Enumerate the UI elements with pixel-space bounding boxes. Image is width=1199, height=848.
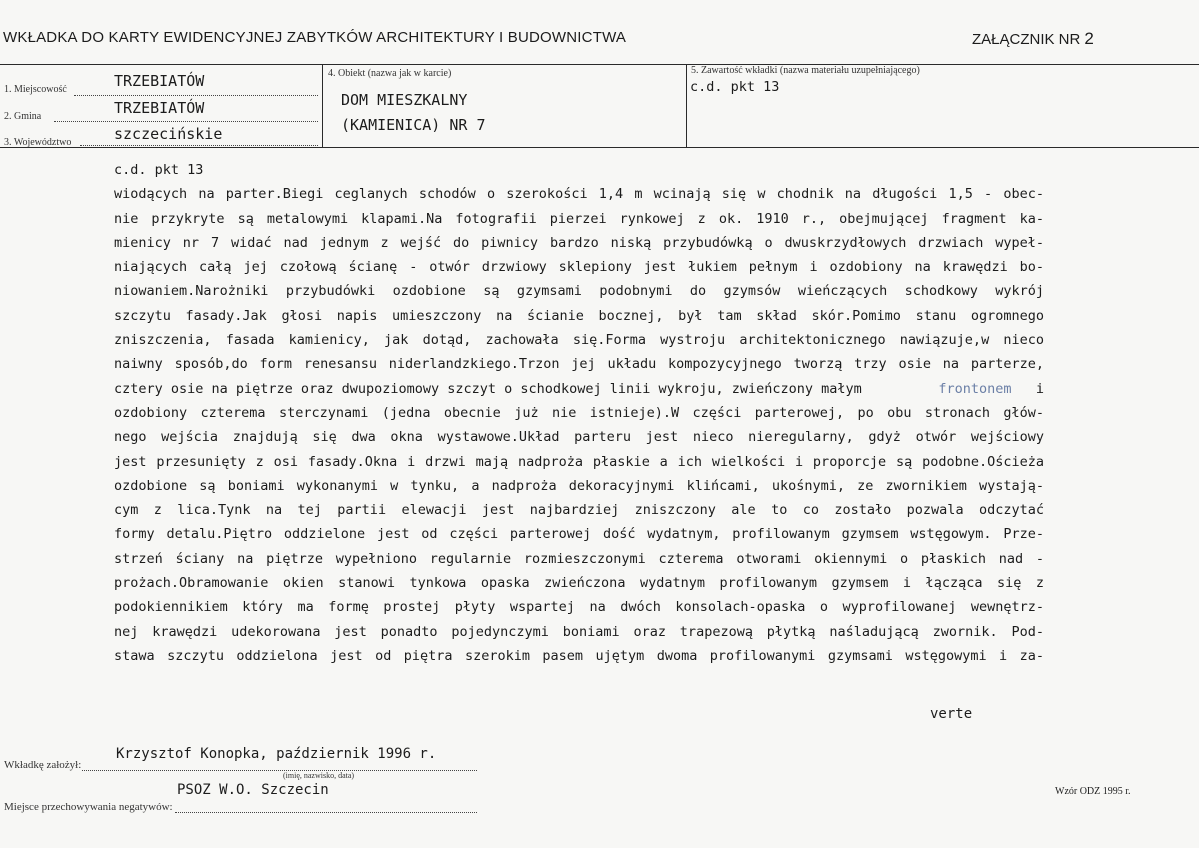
- object-name-line1: DOM MIESZKALNY: [341, 91, 468, 109]
- annex-number: 2: [1084, 29, 1094, 48]
- box-divider-1: [322, 64, 323, 148]
- storage-value: PSOZ W.O. Szczecin: [177, 782, 329, 798]
- locality-value: TRZEBIATÓW: [114, 72, 205, 90]
- header-rule-bottom: [0, 147, 1199, 148]
- storage-dotted-line: [175, 812, 477, 813]
- body-line: prożach.Obramowanie okien stanowi tynkowa opaska zwieńczona wydatnym profilowanym gzymsem i łącząca się z: [114, 575, 1044, 592]
- voivodeship-dotted-line: [80, 145, 318, 146]
- body-line: strzeń ściany na piętrze wypełniono regularnie rozmieszczonymi czterema otworami okiennymi o płaskich nad -: [114, 550, 1044, 567]
- body-line: stawa szczytu oddzielona jest od piętra szerokim pasem ujętym dwoma profilowanymi gzymsami wstęgowymi i za-: [114, 647, 1044, 664]
- body-line: nego wejścia znajdują się dwa okna wystawowe.Układ parteru jest nieco nieregularny, gdyż otwór wejściowy: [114, 429, 1044, 446]
- body-line: c.d. pkt 13: [114, 162, 204, 178]
- box-divider-2: [686, 64, 687, 148]
- form-code: Wzór ODZ 1995 r.: [1055, 786, 1131, 797]
- body-line: niowaniem.Narożniki przybudówki ozdobione są gzymsami podobnymi do gzymsów wieńczących schodkowy wykrój: [114, 283, 1044, 300]
- object-label: 4. Obiekt (nazwa jak w karcie): [328, 68, 452, 79]
- body-line: zniszczenia, fasada kamienicy, jak dotąd, zachowała się.Forma wystroju architektonicznego nawiązuje,w nieco: [114, 332, 1044, 349]
- body-line: mienicy nr 7 widać nad jednym z wejść do piwnicy bardzo niską przybudówką o dwuskrzydłowych drzwiach wypeł-: [114, 234, 1044, 251]
- body-line: jest przesunięty z osi fasady.Okna i drzwi mają nadproża płaskie a ich wielkości i proporcje są podobne.Ościeża: [114, 453, 1044, 470]
- author-dotted-line: [82, 770, 477, 771]
- annex-label-text: ZAŁĄCZNIK NR: [972, 31, 1081, 48]
- header-rule-top: [0, 64, 1199, 65]
- voivodeship-value: szczecińskie: [114, 125, 223, 143]
- object-name-line2: (KAMIENICA) NR 7: [341, 116, 486, 134]
- frontonem-tail: i: [1035, 380, 1044, 397]
- verte-note: verte: [930, 706, 973, 722]
- author-caption: (imię, nazwisko, data): [283, 771, 355, 780]
- body-line: niających całą jej czołową ścianę - otwór drzwiowy sklepiony jest łukiem pełnym i ozdobiony na krawędzi bo-: [114, 259, 1044, 276]
- storage-label: Miejsce przechowywania negatywów:: [4, 801, 173, 813]
- body-line: ozdobione są boniami wykonanymi w tynku, a nadproża dekoracyjnymi klińcami, ukośnymi, ze zwornikiem wystają-: [114, 477, 1044, 494]
- body-line: nie przykryte są metalowymi klapami.Na fotografii pierzei rynkowej z ok. 1910 r., obejmującej fragment ka-: [114, 210, 1044, 227]
- body-line: cym z lica.Tynk na tej partii elewacji jest najbardziej zniszczony ale to co zostało pozwala odczytać: [114, 502, 1044, 519]
- body-line: formy detalu.Piętro oddzielone jest od części parterowej dość wydatnym, profilowanym gzymsem wstęgowym. Prze-: [114, 526, 1044, 543]
- body-line-text: cztery osie na piętrze oraz dwupoziomowy szczyt o schodkowej linii wykroju, zwieńczony małym: [114, 380, 862, 397]
- contents-label: 5. Zawartość wkładki (nazwa materiału uzupełniającego): [691, 65, 920, 76]
- annex-label: [972, 29, 1094, 49]
- body-line: podokiennikiem który ma formę prostej płyty wspartej na dwóch konsolach-opaska o wyprofilowanej wewnętrz-: [114, 599, 1044, 616]
- frontonem-word: frontonem: [938, 380, 1012, 397]
- form-title: WKŁADKA DO KARTY EWIDENCYJNEJ ZABYTKÓW ARCHITEKTURY I BUDOWNICTWA: [3, 29, 627, 46]
- body-line: nej krawędzi udekorowana jest ponadto pojedynczymi boniami oraz trapezową płytką naśladującą zwornik. Pod-: [114, 623, 1044, 640]
- locality-label: 1. Miejscowość: [4, 84, 67, 95]
- author-value: Krzysztof Konopka, październik 1996 r.: [116, 746, 437, 762]
- commune-label: 2. Gmina: [4, 111, 42, 122]
- body-line: szczytu fasady.Jak głosi napis umieszczony na ścianie bocznej, był tam skład skór.Pomimo stanu ogromnego: [114, 307, 1044, 324]
- contents-value: c.d. pkt 13: [690, 79, 780, 95]
- body-line-with-frontonem: [114, 377, 1044, 401]
- body-line: ozdobiony czterema sterczynami (jedna obecnie już nie istnieje).W części parterowej, po obu stronach głów-: [114, 404, 1044, 421]
- commune-dotted-line: [54, 121, 318, 122]
- locality-dotted-line: [74, 95, 318, 96]
- voivodeship-label: 3. Województwo: [4, 137, 72, 148]
- author-label: Wkładkę założył:: [4, 759, 82, 771]
- body-line: wiodących na parter.Biegi ceglanych schodów o szerokości 1,4 m wcinają się w chodnik na długości 1,5 - obec-: [114, 186, 1044, 203]
- body-line: naiwny sposób,do form renesansu niderlandzkiego.Trzon jej układu kompozycyjnego tworzą trzy osie na parterze,: [114, 356, 1044, 373]
- description-text: [114, 158, 1044, 668]
- commune-value: TRZEBIATÓW: [114, 99, 205, 117]
